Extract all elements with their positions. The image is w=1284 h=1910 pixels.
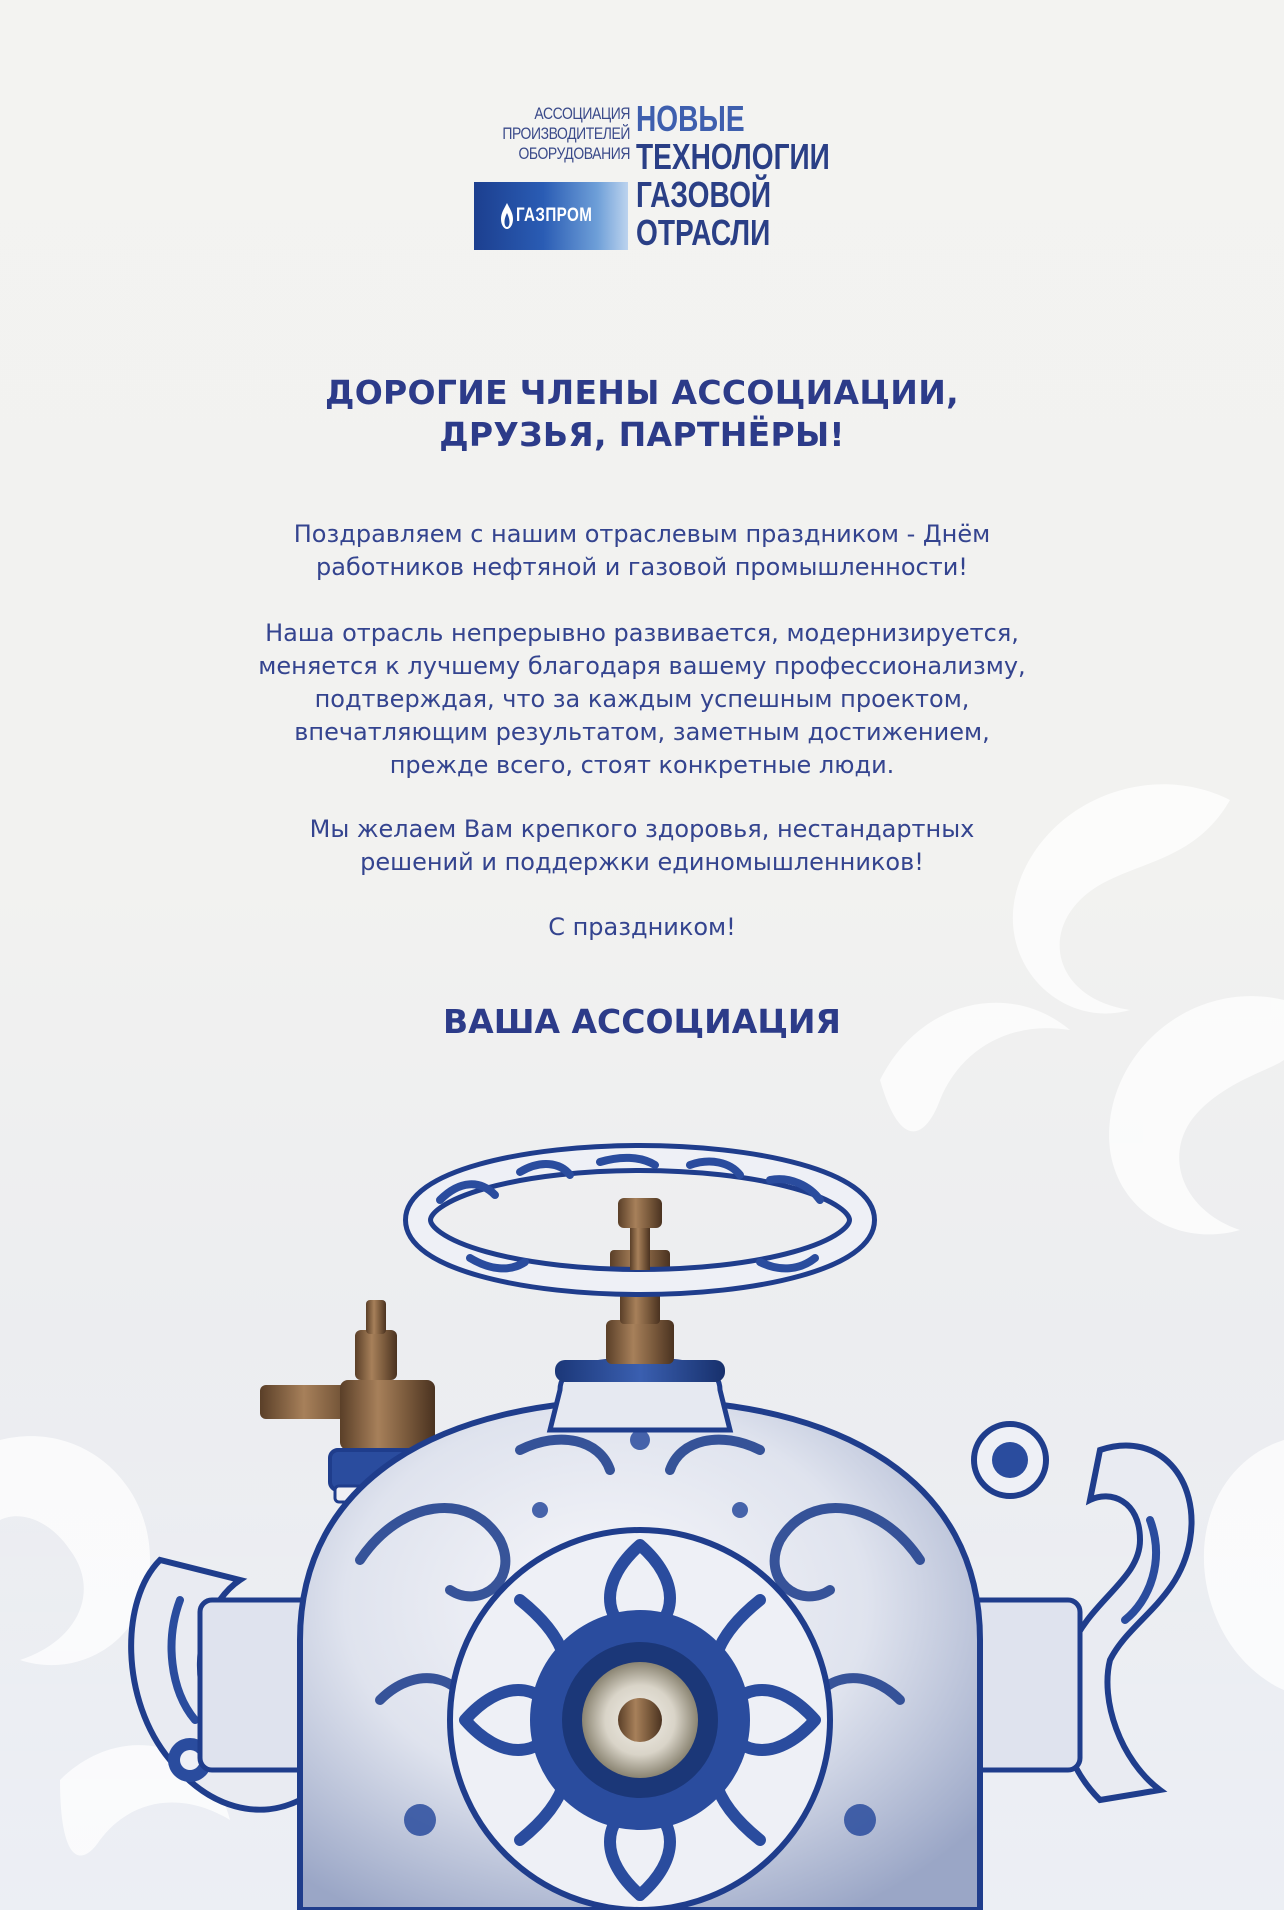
logo-association-line: АССОЦИАЦИЯ [534, 104, 630, 123]
paragraph-line: Поздравляем с нашим отраслевым праздником - Днём [293, 520, 991, 548]
signature: ВАША АССОЦИАЦИЯ [443, 1002, 841, 1041]
logo-association-line: ОБОРУДОВАНИЯ [518, 144, 630, 163]
logo-association-line: ПРОИЗВОДИТЕЛЕЙ [502, 124, 630, 143]
heading-line: ДОРОГИЕ ЧЛЕНЫ АССОЦИАЦИИ, [325, 373, 959, 412]
logo-title-line: ОТРАСЛИ [636, 212, 771, 253]
heading-line: ДРУЗЬЯ, ПАРТНЁРЫ! [439, 415, 845, 454]
logo-title-line: ГАЗОВОЙ [636, 174, 772, 215]
paragraph-line: С праздником! [548, 913, 736, 941]
gazprom-wordmark: ГАЗПРОМ [516, 205, 593, 226]
paragraph-line: Наша отрасль непрерывно развивается, модернизируется, [265, 619, 1019, 647]
paragraph-line: работников нефтяной и газовой промышленности! [316, 553, 968, 581]
paragraph-line: прежде всего, стоят конкретные люди. [389, 751, 895, 779]
paragraph-line: впечатляющим результатом, заметным достижением, [294, 718, 990, 746]
paragraph-line: меняется к лучшему благодаря вашему профессионализму, [258, 652, 1026, 680]
paragraph-line: подтверждая, что за каждым успешным проектом, [314, 685, 970, 713]
handwheel-icon [418, 1158, 862, 1282]
central-medallion [450, 1530, 830, 1910]
paragraph-line: решений и поддержки единомышленников! [360, 848, 924, 876]
logo-title-line: НОВЫЕ [636, 98, 745, 139]
paragraph-line: Мы желаем Вам крепкого здоровья, нестандартных [309, 815, 975, 843]
logo-title-line: ТЕХНОЛОГИИ [636, 136, 830, 177]
